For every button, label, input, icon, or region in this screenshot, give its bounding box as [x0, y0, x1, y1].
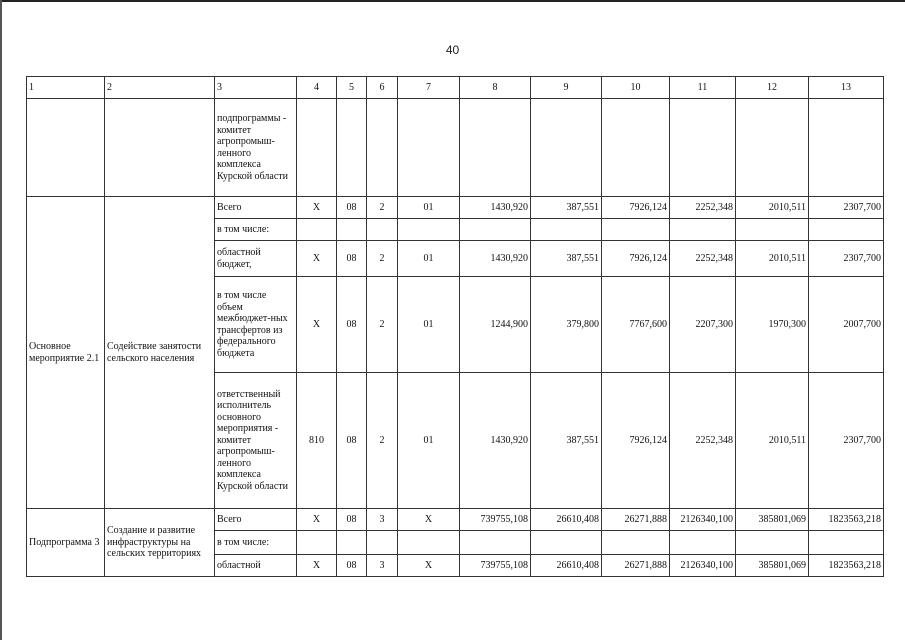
table-cell: 2: [367, 277, 398, 373]
table-cell: 1430,920: [460, 241, 531, 277]
table-cell-description: подпрограммы - комитет агропромыш-ленного комплекса Курской области: [215, 99, 297, 197]
table-header-row: [27, 77, 884, 99]
header-cell: 10: [602, 77, 670, 99]
table-cell: X: [398, 555, 460, 577]
header-cell: 3: [215, 77, 297, 99]
table-cell: 08: [337, 277, 367, 373]
table-cell: [736, 219, 809, 241]
scan-border-left: [0, 0, 2, 640]
table-cell: 739755,108: [460, 509, 531, 531]
page-number: 40: [445, 43, 460, 57]
table-cell: 2307,700: [809, 373, 884, 509]
table-cell: [460, 99, 531, 197]
header-cell: 13: [809, 77, 884, 99]
table-cell: 08: [337, 241, 367, 277]
measure-name-cell: Содействие занятости сельского населения: [105, 197, 215, 509]
table-cell: областной: [215, 555, 297, 577]
table-cell: областной бюджет,: [215, 241, 297, 277]
table-cell: [670, 99, 736, 197]
table-cell: 2252,348: [670, 373, 736, 509]
table-cell: X: [297, 241, 337, 277]
table-cell: [337, 219, 367, 241]
table-cell: 2307,700: [809, 241, 884, 277]
table-cell: 08: [337, 197, 367, 219]
table-cell: 379,800: [531, 277, 602, 373]
table-cell: [531, 219, 602, 241]
table-cell: 1430,920: [460, 373, 531, 509]
table-cell: 385801,069: [736, 509, 809, 531]
table-cell: [398, 531, 460, 555]
table-row: [27, 509, 884, 531]
table-cell: в том числе объем межбюджет-ных трансфертов из федерального бюджета: [215, 277, 297, 373]
table-cell: [809, 99, 884, 197]
table-cell: [736, 531, 809, 555]
subprogram-name-cell: Создание и развитие инфраструктуры на сельских территориях: [105, 509, 215, 577]
table-cell: 26610,408: [531, 509, 602, 531]
table-cell: 385801,069: [736, 555, 809, 577]
table-row: [27, 197, 884, 219]
table-cell: ответственный исполнитель основного мероприятия - комитет агропромыш-ленного комплекса Курской области: [215, 373, 297, 509]
table-cell: 01: [398, 373, 460, 509]
table-cell: в том числе:: [215, 219, 297, 241]
table-cell: 01: [398, 241, 460, 277]
header-cell: 8: [460, 77, 531, 99]
table-cell: [367, 99, 398, 197]
header-cell: 9: [531, 77, 602, 99]
table-cell: 26610,408: [531, 555, 602, 577]
measure-code-cell: Основное мероприятие 2.1: [27, 197, 105, 509]
subprogram-code-cell: Подпрограмма 3: [27, 509, 105, 577]
table-cell: [337, 99, 367, 197]
table-cell: [367, 531, 398, 555]
table-cell: 08: [337, 509, 367, 531]
table-cell: 1823563,218: [809, 555, 884, 577]
table-cell: 387,551: [531, 241, 602, 277]
header-cell: 12: [736, 77, 809, 99]
table-cell: 387,551: [531, 373, 602, 509]
table-cell: [602, 99, 670, 197]
table-cell: [398, 219, 460, 241]
table-cell: 2010,511: [736, 197, 809, 219]
table-cell: [105, 99, 215, 197]
table-cell: 1244,900: [460, 277, 531, 373]
table-cell: 2010,511: [736, 241, 809, 277]
table-cell: [531, 99, 602, 197]
table-cell: 26271,888: [602, 509, 670, 531]
header-cell: 11: [670, 77, 736, 99]
table-cell: X: [297, 197, 337, 219]
table-cell: 2126340,100: [670, 555, 736, 577]
table-cell: [367, 219, 398, 241]
table-cell: [460, 531, 531, 555]
budget-table: [26, 76, 884, 577]
table-cell: 7926,124: [602, 197, 670, 219]
table-cell: [670, 219, 736, 241]
table-cell: X: [297, 555, 337, 577]
table-cell: X: [297, 277, 337, 373]
table-cell: 810: [297, 373, 337, 509]
header-cell: 1: [27, 77, 105, 99]
header-cell: 5: [337, 77, 367, 99]
table-cell: 08: [337, 373, 367, 509]
table-cell: Всего: [215, 509, 297, 531]
header-cell: 2: [105, 77, 215, 99]
table-cell: Всего: [215, 197, 297, 219]
table-cell: 7767,600: [602, 277, 670, 373]
table-cell: 08: [337, 555, 367, 577]
table-cell: 2: [367, 241, 398, 277]
header-cell: 4: [297, 77, 337, 99]
table-cell: 2: [367, 197, 398, 219]
table-cell: [297, 531, 337, 555]
header-cell: 6: [367, 77, 398, 99]
table-cell: [27, 99, 105, 197]
table-cell: [809, 531, 884, 555]
table-cell: 387,551: [531, 197, 602, 219]
table-cell: [670, 531, 736, 555]
table-cell: [297, 219, 337, 241]
table-cell: [531, 531, 602, 555]
table-cell: 1970,300: [736, 277, 809, 373]
table-cell: 2252,348: [670, 197, 736, 219]
table-cell: 1430,920: [460, 197, 531, 219]
table-cell: X: [398, 509, 460, 531]
table-cell: 2: [367, 373, 398, 509]
table-cell: [337, 531, 367, 555]
table-cell: [602, 531, 670, 555]
table-cell: 739755,108: [460, 555, 531, 577]
table-cell: [736, 99, 809, 197]
table-cell: 3: [367, 555, 398, 577]
table-cell: 3: [367, 509, 398, 531]
table-row-continuation: [27, 99, 884, 197]
table-cell: 2126340,100: [670, 509, 736, 531]
table-cell: 7926,124: [602, 241, 670, 277]
scan-border-top: [0, 0, 905, 2]
table-cell: 7926,124: [602, 373, 670, 509]
table-cell: 2307,700: [809, 197, 884, 219]
table-cell: [398, 99, 460, 197]
table-cell: [602, 219, 670, 241]
table-cell: 01: [398, 197, 460, 219]
table-cell: 2007,700: [809, 277, 884, 373]
table-cell: X: [297, 509, 337, 531]
table-cell: 01: [398, 277, 460, 373]
table-cell: в том числе:: [215, 531, 297, 555]
table-cell: 2010,511: [736, 373, 809, 509]
table-cell: 1823563,218: [809, 509, 884, 531]
table-cell: [297, 99, 337, 197]
header-cell: 7: [398, 77, 460, 99]
table-cell: 26271,888: [602, 555, 670, 577]
table-cell: 2207,300: [670, 277, 736, 373]
table-cell: 2252,348: [670, 241, 736, 277]
table-cell: [460, 219, 531, 241]
table-cell: [809, 219, 884, 241]
